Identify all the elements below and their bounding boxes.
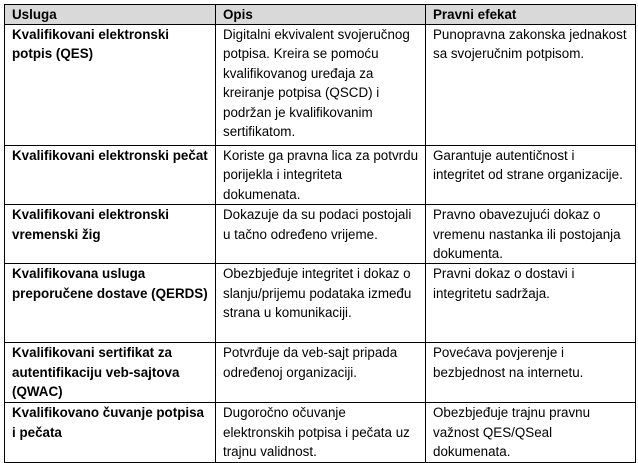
legal-effect-cell: Punopravna zakonska jednakost sa svojeručnim potpisom.: [426, 25, 636, 146]
service-cell: Kvalifikovano čuvanje potpisa i pečata: [5, 403, 216, 463]
header-service: Usluga: [5, 5, 216, 25]
description-cell: Koriste ga pravna lica za potvrdu porijekla i integriteta dokumenata.: [216, 146, 426, 205]
description-cell: Potvrđuje da veb-sajt pripada određenoj organizaciji.: [216, 343, 426, 403]
table-row: [5, 25, 636, 146]
table-row: [5, 403, 636, 463]
service-cell: Kvalifikovani elektronski potpis (QES): [5, 25, 216, 146]
description-cell: Obezbjeđuje integritet i dokaz o slanju/prijemu podataka između strana u komunikaciji.: [216, 264, 426, 343]
description-cell: Digitalni ekvivalent svojeručnog potpisa. Kreira se pomoću kvalifikovanog uređaja za kreiranje potpisa (QSCD) i podržan je kvalifikovanim sertifikatom.: [216, 25, 426, 146]
legal-effect-cell: Povećava povjerenje i bezbjednost na internetu.: [426, 343, 636, 403]
legal-effect-cell: Pravno obavezujući dokaz o vremenu nastanka ili postojanja dokumenta.: [426, 205, 636, 264]
service-cell: Kvalifikovani elektronski pečat: [5, 146, 216, 205]
table-row: [5, 146, 636, 205]
table-row: [5, 343, 636, 403]
legal-effect-cell: Pravni dokaz o dostavi i integritetu sadržaja.: [426, 264, 636, 343]
description-cell: Dokazuje da su podaci postojali u tačno određeno vrijeme.: [216, 205, 426, 264]
table-row: [5, 205, 636, 264]
header-legal-effect: Pravni efekat: [426, 5, 636, 25]
service-cell: Kvalifikovani elektronski vremenski žig: [5, 205, 216, 264]
legal-effect-cell: Obezbjeđuje trajnu pravnu važnost QES/QSeal dokumenata.: [426, 403, 636, 463]
trust-services-table: [4, 4, 636, 463]
service-cell: Kvalifikovana usluga preporučene dostave (QERDS): [5, 264, 216, 343]
table-row: [5, 264, 636, 343]
header-row: [5, 5, 636, 25]
legal-effect-cell: Garantuje autentičnost i integritet od strane organizacije.: [426, 146, 636, 205]
service-cell: Kvalifikovani sertifikat za autentifikaciju veb-sajtova (QWAC): [5, 343, 216, 403]
header-description: Opis: [216, 5, 426, 25]
description-cell: Dugoročno očuvanje elektronskih potpisa i pečata uz trajnu validnost.: [216, 403, 426, 463]
